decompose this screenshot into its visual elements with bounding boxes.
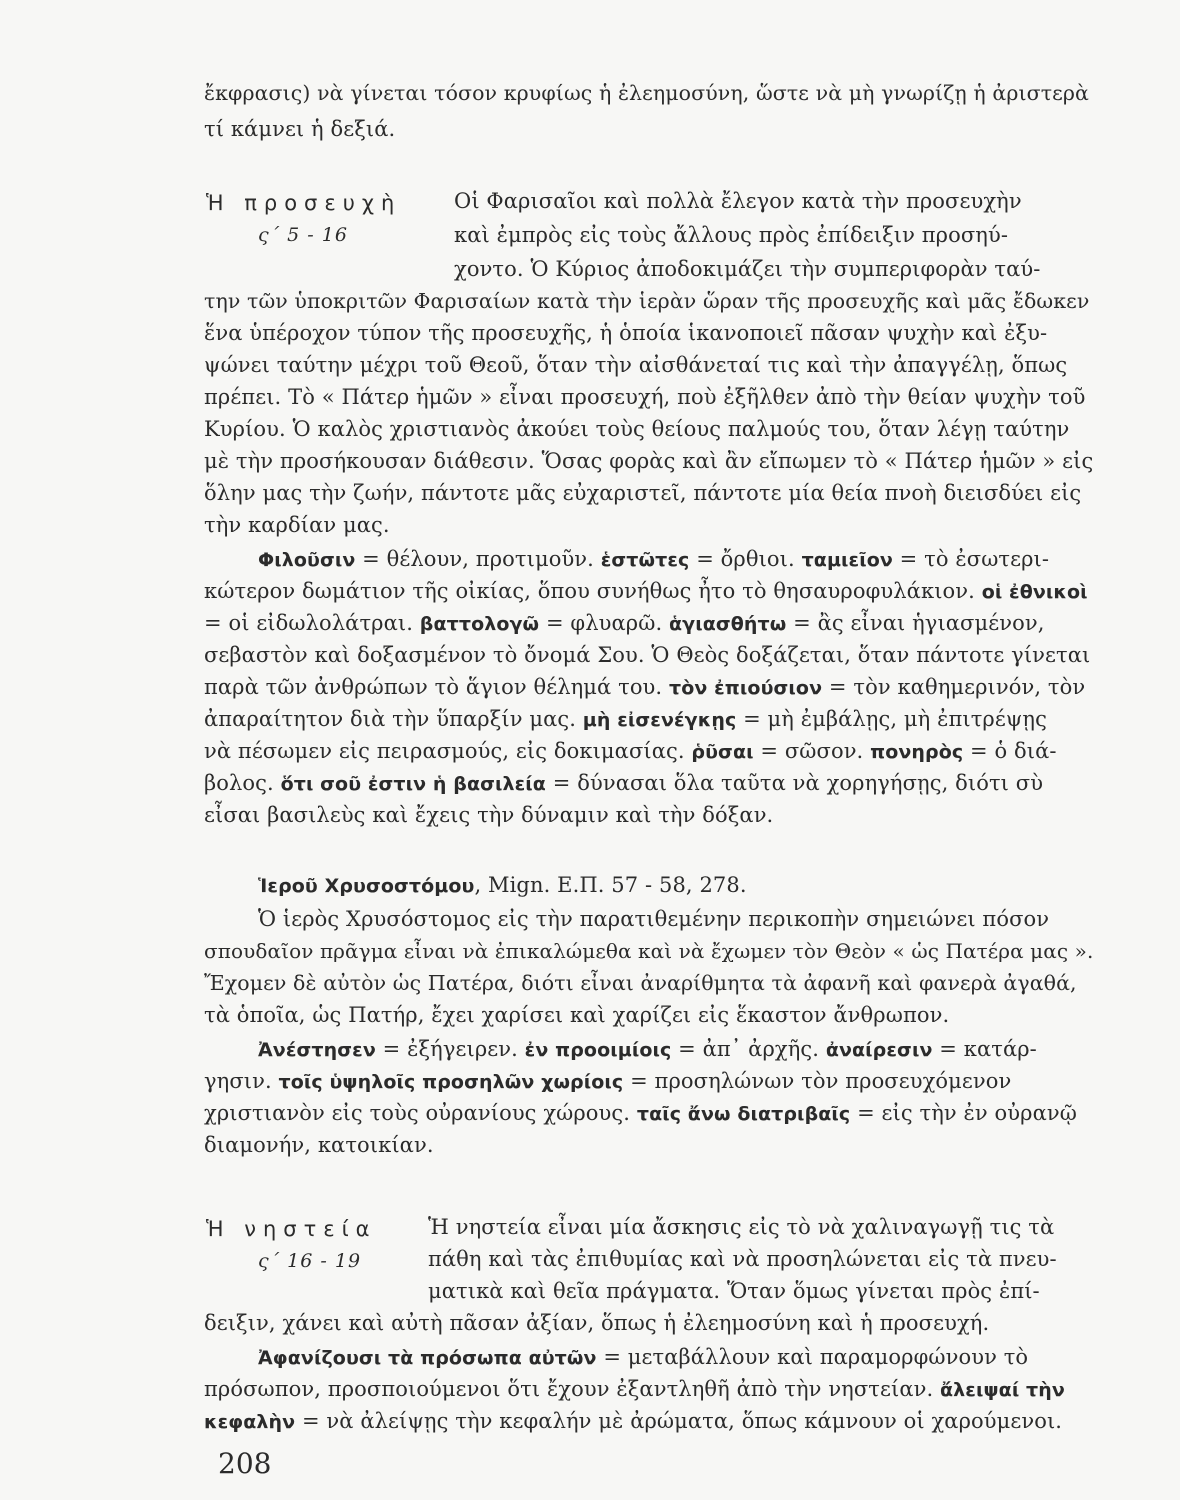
fasting-line-3: ματικὰ καὶ θεῖα πράγματα. Ὅταν ὅμως γίνεται πρὸς ἐπί- — [428, 1279, 1040, 1303]
term-battologo: βαττολογῶ — [419, 613, 540, 635]
def-prooimiois: = ἀπ᾽ ἀρχῆς. — [671, 1037, 826, 1061]
term-agiasthito: ἁγιασθήτω — [669, 613, 787, 635]
prayer-heading: Ἡ προσευχὴ — [206, 191, 402, 215]
term-diatribais: ταῖς ἄνω διατριβαῖς — [636, 1103, 851, 1125]
glossary3-line-2 — [204, 1376, 1065, 1404]
term-ethnikoi: οἱ ἐθνικοὶ — [981, 581, 1088, 603]
fasting-reference: ς΄ 16 - 19 — [258, 1250, 362, 1272]
prayer-line-2: καὶ ἐμπρὸς εἰς τοὺς ἄλλους πρὸς ἐπίδειξιν προσηύ- — [454, 223, 1009, 247]
term-aleipsai: ἄλειψαί τὴν — [940, 1379, 1065, 1401]
prayer-line-1: Οἱ Φαρισαῖοι καὶ πολλὰ ἔλεγον κατὰ τὴν προσευχὴν — [454, 189, 1022, 213]
prayer-line-4: την τῶν ὑποκριτῶν Φαρισαίων κατὰ τὴν ἱερὰν ὥραν τῆς προσευχῆς καὶ μᾶς ἔδωκεν — [204, 289, 1090, 313]
chrysostom-source: , Mign. Ε.Π. 57 - 58, 278. — [474, 873, 747, 897]
glossary1-line-5 — [204, 674, 1085, 702]
glossary1-text: νὰ πέσωμεν εἰς πειρασμούς, εἰς δοκιμασίας. — [204, 739, 692, 763]
term-anairesin: ἀναίρεσιν — [825, 1039, 933, 1061]
term-afanizousi: Ἀφανίζουσι τὰ πρόσωπα αὐτῶν — [258, 1347, 597, 1369]
def-tamieion: = τὸ ἐσωτερι- — [892, 547, 1050, 571]
def-diatribais: = εἰς τὴν ἐν οὐρανῷ — [850, 1101, 1077, 1125]
glossary3-text: πρόσωπον, προσποιούμενοι ὅτι ἔχουν ἐξαντληθῆ ἀπὸ τὴν νηστείαν. — [204, 1377, 941, 1401]
prayer-line-9: μὲ τὴν προσήκουσαν διάθεσιν. Ὅσας φορὰς καὶ ἂν εἴπωμεν τὸ « Πάτερ ἡμῶν » εἰς — [204, 449, 1094, 473]
def-eisenegkis: = μὴ ἐμβάλῃς, μὴ ἐπιτρέψῃς — [736, 707, 1047, 731]
term-estotes: ἑστῶτες — [600, 549, 690, 571]
prayer-line-7: πρέπει. Τὸ « Πάτερ ἡμῶν » εἶναι προσευχή, ποὺ ἐξῆλθεν ἀπὸ τὴν θείαν ψυχὴν τοῦ — [204, 385, 1086, 409]
prayer-line-11: τὴν καρδίαν μας. — [204, 513, 390, 537]
fasting-line-4: δειξιν, χάνει καὶ αὐτὴ πᾶσαν ἀξίαν, ὅπως ἡ ἐλεημοσύνη καὶ ἡ προσευχή. — [204, 1311, 990, 1335]
glossary1-line-9: εἶσαι βασιλεὺς καὶ ἔχεις τὴν δύναμιν καὶ τὴν δόξαν. — [204, 803, 774, 827]
term-kefalin: κεφαλὴν — [204, 1411, 296, 1433]
term-eisenegkis: μὴ εἰσενέγκῃς — [582, 709, 737, 731]
glossary1-line-2 — [204, 578, 1088, 606]
glossary3-line-1 — [258, 1344, 1028, 1372]
glossary2-text: χριστιανὸν εἰς τοὺς οὐρανίους χώρους. — [204, 1101, 637, 1125]
prayer-line-10: ὅλην μας τὴν ζωήν, πάντοτε μᾶς εὐχαριστεῖ, πάντοτε μία θεία πνοὴ διεισδύει εἰς — [204, 481, 1082, 505]
chrysostom-citation — [258, 872, 747, 900]
chrysostom-line-2: σπουδαῖον πρᾶγμα εἶναι νὰ ἐπικαλώμεθα καὶ νὰ ἔχωμεν τὸν Θεὸν « ὡς Πατέρα μας ». — [204, 939, 1094, 963]
prayer-line-6: ψώνει ταύτην μέχρι τοῦ Θεοῦ, ὅταν τὴν αἰσθάνεταί τις καὶ τὴν ἀπαγγέλῃ, ὅπως — [204, 353, 1068, 377]
term-basileia: ὅτι σοῦ ἐστιν ἡ βασιλεία — [280, 773, 546, 795]
def-poniros: = ὁ διά- — [963, 739, 1057, 763]
term-filousin: Φιλοῦσιν — [258, 549, 356, 571]
def-basileia: = δύνασαι ὅλα ταῦτα νὰ χορηγήσῃς, διότι σὺ — [545, 771, 1044, 795]
glossary2-text: γησιν. — [204, 1069, 279, 1093]
def-afanizousi: = μεταβάλλουν καὶ παραμορφώνουν τὸ — [596, 1345, 1029, 1369]
glossary1-text: παρὰ τῶν ἀνθρώπων τὸ ἅγιον θέλημά του. — [204, 675, 669, 699]
chrysostom-line-1: Ὁ ἱερὸς Χρυσόστομος εἰς τὴν παρατιθεμένην περικοπὴν σημειώνει πόσον — [258, 907, 1050, 931]
glossary1-line-3 — [204, 610, 1044, 638]
def-epiousion: = τὸν καθημερινόν, τὸν — [822, 675, 1086, 699]
def-estotes: = ὄρθιοι. — [689, 547, 802, 571]
glossary1-text: ἀπαραίτητον διὰ τὴν ὕπαρξίν μας. — [204, 707, 583, 731]
def-filousin: = θέλουν, προτιμοῦν. — [355, 547, 601, 571]
term-epiousion: τὸν ἐπιούσιον — [668, 677, 823, 699]
fasting-line-2: πάθη καὶ τὰς ἐπιθυμίας καὶ νὰ προσηλώνεται εἰς τὰ πνευ- — [428, 1247, 1057, 1271]
glossary2-line-3 — [204, 1100, 1077, 1128]
def-agiasthito: = ἂς εἶναι ἡγιασμένον, — [786, 611, 1045, 635]
glossary1-line-7 — [204, 738, 1057, 766]
def-kefalin: = νὰ ἀλείψῃς τὴν κεφαλήν μὲ ἀρώματα, ὅπως κάμνουν οἱ χαρούμενοι. — [295, 1409, 1063, 1433]
glossary1-text: βολος. — [204, 771, 281, 795]
def-ethnikoi: = οἱ εἰδωλολάτραι. — [204, 611, 420, 635]
def-rysai: = σῶσον. — [753, 739, 871, 763]
prayer-line-8: Κυρίου. Ὁ καλὸς χριστιανὸς ἀκούει τοὺς θείους παλμούς του, ὅταν λέγῃ ταύτην — [204, 417, 1070, 441]
intro-line-2: τί κάμνει ἡ δεξιά. — [204, 117, 396, 141]
glossary2-line-1 — [258, 1036, 1037, 1064]
prayer-line-5: ἕνα ὑπέροχον τύπον τῆς προσευχῆς, ἡ ὁποία ἱκανοποιεῖ πᾶσαν ψυχὴν καὶ ἐξυ- — [204, 321, 1048, 345]
glossary1-line-6 — [204, 706, 1047, 734]
prayer-reference: ς΄ 5 - 16 — [258, 224, 348, 246]
glossary3-line-3 — [204, 1408, 1062, 1436]
intro-line-1: ἔκφρασις) νὰ γίνεται τόσον κρυφίως ἡ ἐλεημοσύνη, ὥστε νὰ μὴ γνωρίζῃ ἡ ἀριστερὰ — [204, 81, 1089, 105]
def-anestisen: = ἐξήγειρεν. — [375, 1037, 525, 1061]
glossary1-line-4: σεβαστὸν καὶ δοξασμένον τὸ ὄνομά Σου. Ὁ Θεὸς δοξάζεται, ὅταν πάντοτε γίνεται — [204, 643, 1091, 667]
glossary2-line-4: διαμονήν, κατοικίαν. — [204, 1133, 434, 1157]
term-prooimiois: ἐν προοιμίοις — [524, 1039, 672, 1061]
chrysostom-line-3: Ἔχομεν δὲ αὐτὸν ὡς Πατέρα, διότι εἶναι ἀναρίθμητα τὰ ἀφανῆ καὶ φανερὰ ἀγαθά, — [204, 971, 1077, 995]
glossary1-line-1 — [258, 546, 1049, 574]
page-number: 208 — [218, 1447, 272, 1480]
prayer-line-3: χοντο. Ὁ Κύριος ἀποδοκιμάζει τὴν συμπεριφορὰν ταύ- — [454, 257, 1041, 281]
chrysostom-author: Ἱεροῦ Χρυσοστόμου — [258, 875, 475, 897]
glossary2-line-2 — [204, 1068, 1011, 1096]
def-ypsilois: = προσηλώνων τὸν προσευχόμενον — [623, 1069, 1012, 1093]
def-anairesin: = κατάρ- — [932, 1037, 1037, 1061]
term-anestisen: Ἀνέστησεν — [258, 1039, 376, 1061]
term-rysai: ῥῦσαι — [691, 741, 754, 763]
def-tamieion-cont: κώτερον δωμάτιον τῆς οἰκίας, ὅπου συνήθως ἦτο τὸ θησαυροφυλάκιον. — [204, 579, 982, 603]
term-tamieion: ταμιεῖον — [801, 549, 893, 571]
chrysostom-line-4: τὰ ὁποῖα, ὡς Πατήρ, ἔχει χαρίσει καὶ χαρίζει εἰς ἕκαστον ἄνθρωπον. — [204, 1003, 950, 1027]
fasting-heading: Ἡ νηστεία — [206, 1217, 377, 1241]
def-battologo: = φλυαρῶ. — [539, 611, 669, 635]
glossary1-line-8 — [204, 770, 1043, 798]
term-poniros: πονηρὸς — [870, 741, 964, 763]
fasting-line-1: Ἡ νηστεία εἶναι μία ἄσκησις εἰς τὸ νὰ χαλιναγωγῇ τις τὰ — [428, 1215, 1055, 1239]
term-ypsilois: τοῖς ὑψηλοῖς προσηλῶν χωρίοις — [278, 1071, 624, 1093]
